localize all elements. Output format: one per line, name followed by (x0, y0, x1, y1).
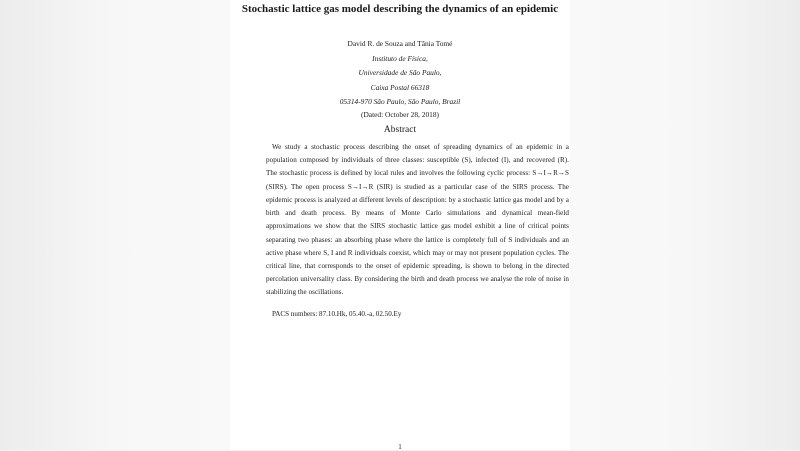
affiliation-line-1: Instituto de Física, (372, 54, 428, 63)
abstract-heading: Abstract (383, 125, 417, 135)
abstract-text: We study a stochastic process describing the onset of spreading dynamics of an epidemic in a population composed by individuals of three classes: susceptible (S), infected (I), and recovered (R). The stochastic process is defined by local rules and involves the following cyclic process: S→I→R→S (SIRS). The open process S→I→R (SIR) is studied as a particular case of the SIRS process. The epidemic process is analyzed at different levels of description: by a stochastic lattice gas model and by a birth and death process. By means of Monte Carlo simulations and dynamical mean-field approximations we show that the SIRS stochastic lattice gas model exhibit a line of critical points separating two phases: an absorbing phase where the lattice is completely full of S individuals and an active phase where S, I and R individuals coexist, which may or may not present population cycles. The critical line, that corresponds to the onset of epidemic spreading, is shown to belong in the directed percolation universality class. By considering the birth and death process we analyse the role of noise in stabilizing the oscillations. (266, 143, 569, 297)
pacs-numbers: PACS numbers: 87.10.Hk, 05.40.-a, 02.50.Ey (272, 310, 402, 318)
page-number: 1 (398, 443, 402, 451)
affiliation-line-3: Caixa Postal 66318 (370, 83, 430, 92)
affiliation-line-4: 05314-970 São Paulo, São Paulo, Brazil (339, 97, 461, 106)
document-page (230, 0, 570, 450)
affiliation-line-2: Universidade de São Paulo, (358, 68, 442, 77)
paper-title: Stochastic lattice gas model describing the dynamics of an epidemic (241, 3, 559, 15)
dated-line: (Dated: October 28, 2018) (361, 110, 439, 119)
authors: David R. de Souza and Tânia Tomé (347, 39, 453, 48)
